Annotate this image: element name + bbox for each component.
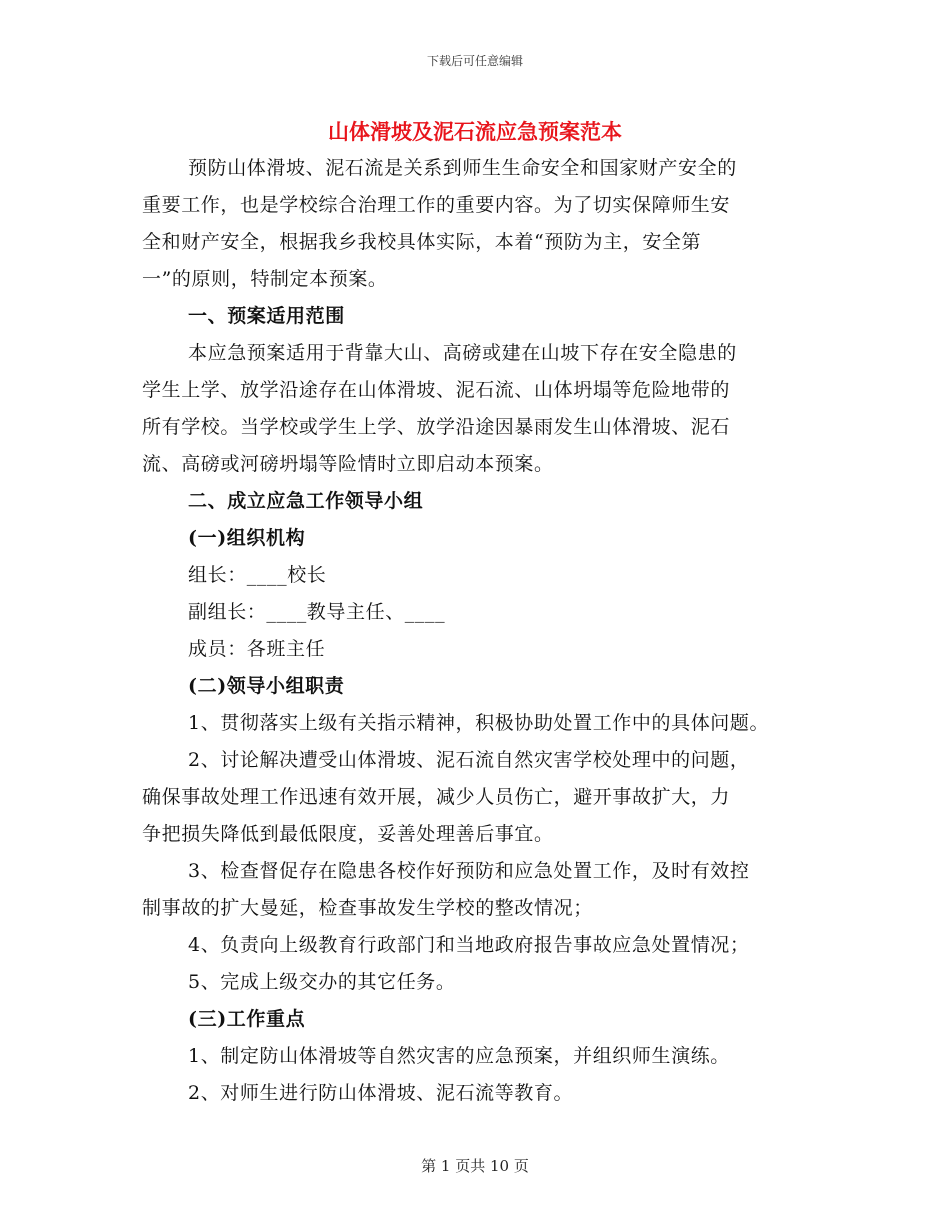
paragraph-line: 学生上学、放学沿途存在山体滑坡、泥石流、山体坍塌等危险地带的 bbox=[142, 379, 731, 401]
section-heading: 二、成立应急工作领导小组 bbox=[188, 490, 424, 512]
paragraph-line: 一”的原则，特制定本预案。 bbox=[142, 268, 388, 290]
section-heading: (二)领导小组职责 bbox=[188, 675, 345, 697]
paragraph-line: 争把损失降低到最低限度，妥善处理善后事宜。 bbox=[142, 823, 554, 845]
paragraph-line: 所有学校。当学校或学生上学、放学沿途因暴雨发生山体滑坡、泥石 bbox=[142, 416, 731, 438]
paragraph-line: 预防山体滑坡、泥石流是关系到师生生命安全和国家财产安全的 bbox=[188, 157, 737, 179]
header-note: 下载后可任意编辑 bbox=[426, 54, 523, 68]
page-footer: 第 1 页共 10 页 bbox=[421, 1157, 529, 1175]
paragraph-line: 4、负责向上级教育行政部门和当地政府报告事故应急处置情况； bbox=[188, 934, 750, 956]
paragraph-line: 2、讨论解决遭受山体滑坡、泥石流自然灾害学校处理中的问题， bbox=[188, 749, 750, 771]
paragraph-line: 全和财产安全，根据我乡我校具体实际，本着“预防为主，安全第 bbox=[142, 231, 702, 253]
section-heading: (三)工作重点 bbox=[188, 1008, 306, 1030]
paragraph-line: 5、完成上级交办的其它任务。 bbox=[188, 971, 456, 993]
paragraph-line: 3、检查督促存在隐患各校作好预防和应急处置工作，及时有效控 bbox=[188, 860, 750, 882]
paragraph-line: 1、贯彻落实上级有关指示精神，积极协助处置工作中的具体问题。 bbox=[188, 712, 770, 734]
section-heading: (一)组织机构 bbox=[188, 527, 306, 549]
paragraph-line: 组长：____校长 bbox=[188, 564, 327, 586]
document-title: 山体滑坡及泥石流应急预案范本 bbox=[328, 119, 622, 144]
paragraph-line: 2、对师生进行防山体滑坡、泥石流等教育。 bbox=[188, 1082, 574, 1104]
paragraph-line: 1、制定防山体滑坡等自然灾害的应急预案，并组织师生演练。 bbox=[188, 1045, 730, 1067]
paragraph-line: 成员：各班主任 bbox=[188, 638, 326, 660]
paragraph-line: 副组长：____教导主任、____ bbox=[188, 601, 446, 623]
section-heading: 一、预案适用范围 bbox=[188, 305, 345, 327]
document-body bbox=[142, 150, 822, 1112]
paragraph-line: 确保事故处理工作迅速有效开展，减少人员伤亡，避开事故扩大，力 bbox=[142, 786, 731, 808]
paragraph-line: 重要工作，也是学校综合治理工作的重要内容。为了切实保障师生安 bbox=[142, 194, 731, 216]
paragraph-line: 本应急预案适用于背靠大山、高磅或建在山坡下存在安全隐患的 bbox=[188, 342, 737, 364]
paragraph-line: 流、高磅或河磅坍塌等险情时立即启动本预案。 bbox=[142, 453, 554, 475]
paragraph-line: 制事故的扩大曼延，检查事故发生学校的整改情况； bbox=[142, 897, 593, 919]
